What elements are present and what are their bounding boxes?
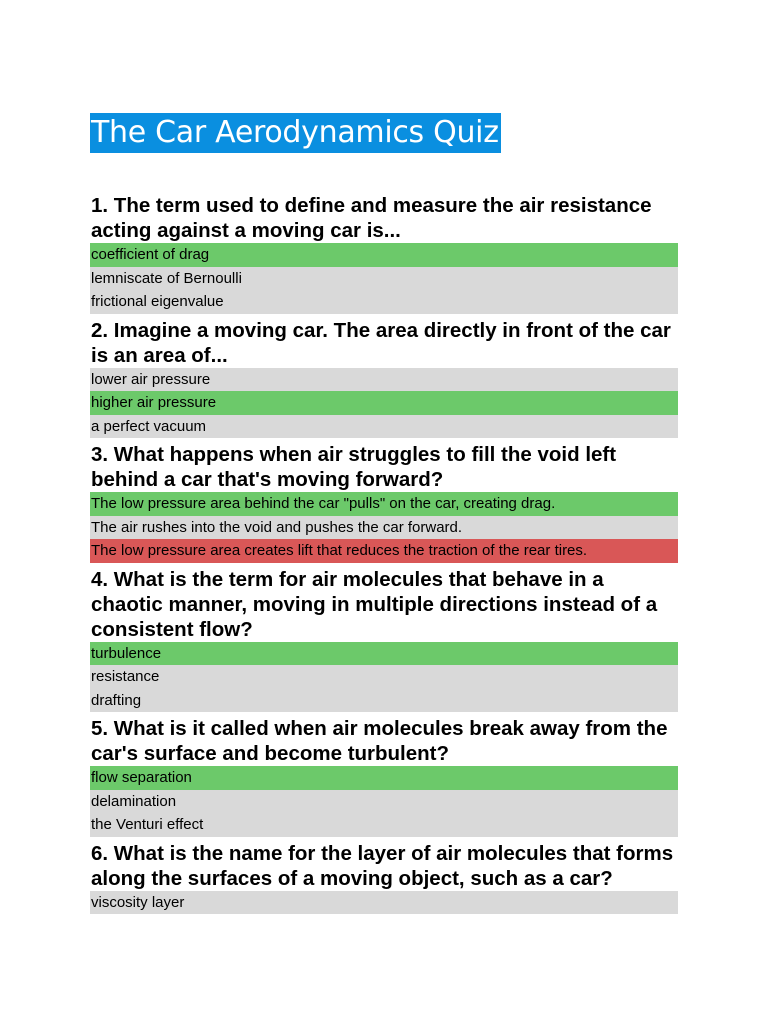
page-title: The Car Aerodynamics Quiz bbox=[90, 113, 501, 153]
question-6 bbox=[90, 841, 678, 915]
question-2 bbox=[90, 318, 678, 439]
question-text: 3. What happens when air struggles to fill the void left behind a car that's moving forward? bbox=[91, 443, 617, 491]
question-text: 5. What is it called when air molecules break away from the car's surface and become turbulent? bbox=[91, 717, 668, 765]
question-5 bbox=[90, 716, 678, 837]
question-text: 4. What is the term for air molecules that behave in a chaotic manner, moving in multiple directions instead of a consistent flow? bbox=[91, 567, 658, 641]
question-3 bbox=[90, 442, 678, 563]
answer-option[interactable]: frictional eigenvalue bbox=[90, 290, 678, 314]
answer-option[interactable]: turbulence bbox=[90, 642, 678, 666]
answer-option[interactable]: resistance bbox=[90, 665, 678, 689]
question-text: 1. The term used to define and measure the air resistance acting against a moving car is... bbox=[91, 194, 652, 242]
answer-option[interactable]: lower air pressure bbox=[90, 368, 678, 392]
answer-option[interactable]: flow separation bbox=[90, 766, 678, 790]
answer-option[interactable]: The air rushes into the void and pushes the car forward. bbox=[90, 516, 678, 540]
question-1 bbox=[90, 193, 678, 314]
answer-option[interactable]: viscosity layer bbox=[90, 891, 678, 915]
answer-option[interactable]: The low pressure area creates lift that reduces the traction of the rear tires. bbox=[90, 539, 678, 563]
answer-option[interactable]: The low pressure area behind the car "pulls" on the car, creating drag. bbox=[90, 492, 678, 516]
answer-option[interactable]: delamination bbox=[90, 790, 678, 814]
quiz-page bbox=[90, 113, 678, 914]
question-text: 2. Imagine a moving car. The area directly in front of the car is an area of... bbox=[91, 318, 671, 367]
answer-option[interactable]: higher air pressure bbox=[90, 391, 678, 415]
answer-option[interactable]: coefficient of drag bbox=[90, 243, 678, 267]
question-4 bbox=[90, 567, 678, 713]
answer-option[interactable]: a perfect vacuum bbox=[90, 415, 678, 439]
question-text: 6. What is the name for the layer of air molecules that forms along the surfaces of a moving object, such as a car? bbox=[91, 841, 674, 890]
answer-option[interactable]: drafting bbox=[90, 689, 678, 713]
answer-option[interactable]: lemniscate of Bernoulli bbox=[90, 267, 678, 291]
question-list bbox=[90, 193, 678, 914]
answer-option[interactable]: the Venturi effect bbox=[90, 813, 678, 837]
